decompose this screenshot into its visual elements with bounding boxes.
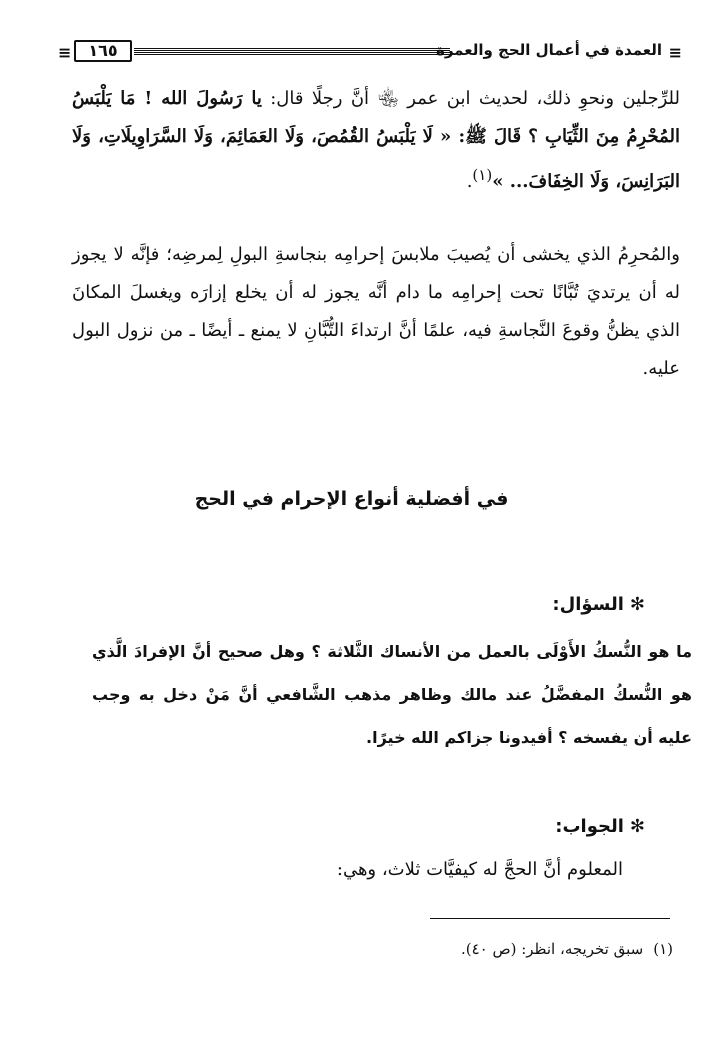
section-heading: في أفضلية أنواع الإحرام في الحج [194,488,509,510]
footnote-number: (١) [653,940,673,958]
header-mark-icon: ≡ [58,43,72,62]
header-title: العمدة في أعمال الحج والعمرة [436,41,662,59]
question-text: ما هو النُّسكُ الأَوْلَى بالعمل من الأنساك الثَّلاثة ؟ وهل صحيح أنَّ الإفرادَ الَّذي هو النُّسكُ المفضَّلُ عند مالك وظاهر مذهب الشَّافعي أنَّ مَنْ دخل به وجب عليه أن يفسخه ؟ أفيدونا جزاكم الله خيرًا. [92,642,692,747]
hadith-answer: لَا يَلْبَسُ القُمُصَ، وَلَا العَمَائِمَ، وَلَا السَّرَاوِيلَاتِ، وَلَا البَرَانِسَ، وَلَا الخِفَافَ... [72,126,680,192]
header-rule [134,48,450,55]
footnote-ref: (١) [472,166,493,184]
star-icon: ✻ [629,816,645,837]
footnote [461,940,673,958]
hadith-question: يا رَسُولَ الله ! مَا يَلْبَسُ المُحْرِمُ مِنَ الثِّيَابِ ؟ [72,88,680,147]
answer-text: المعلوم أنَّ الحجَّ له كيفيَّات ثلاث، وهي: [336,859,623,880]
question-label-text: السؤال: [552,594,624,615]
star-icon: ✻ [629,594,645,615]
page-number: ١٦٥ [74,40,132,62]
question-label [552,594,645,615]
paragraph-hadith [72,80,680,201]
footnote-divider [430,918,670,919]
answer-label [555,816,645,837]
footnote-text: سبق تخريجه، انظر: (ص ٤٠). [460,940,644,958]
paragraph-tail: . [466,171,473,192]
paragraph-intro: للرِّجلين ونحوِ ذلك، لحديث ابن عمر ﵄ أنَّ رجلًا قال: [261,88,681,109]
paragraph-ruling: والمُحرِمُ الذي يخشى أن يُصيبَ ملابسَ إحرامِه بنجاسةِ البولِ لِمرضِه؛ فإنَّه لا يجوز له أن يرتديَ تُبَّانًا تحت إحرامِه ما دام أنَّه يجوز له أن يخلع إزارَه ويغسلَ المكانَ الذي يظنُّ وقوعَ النَّجاسةِ فيه، علمًا أنَّ ارتداءَ التُّبَّانِ لا يمنع ـ أيضًا ـ من نزول البول عليه. [72,244,680,379]
hadith-mid: قَالَ ﷺ: « [432,126,529,147]
header-mark-icon: ≡ [668,43,682,62]
running-header [58,40,682,70]
answer-label-text: الجواب: [555,816,624,837]
hadith-end: » [492,171,510,192]
